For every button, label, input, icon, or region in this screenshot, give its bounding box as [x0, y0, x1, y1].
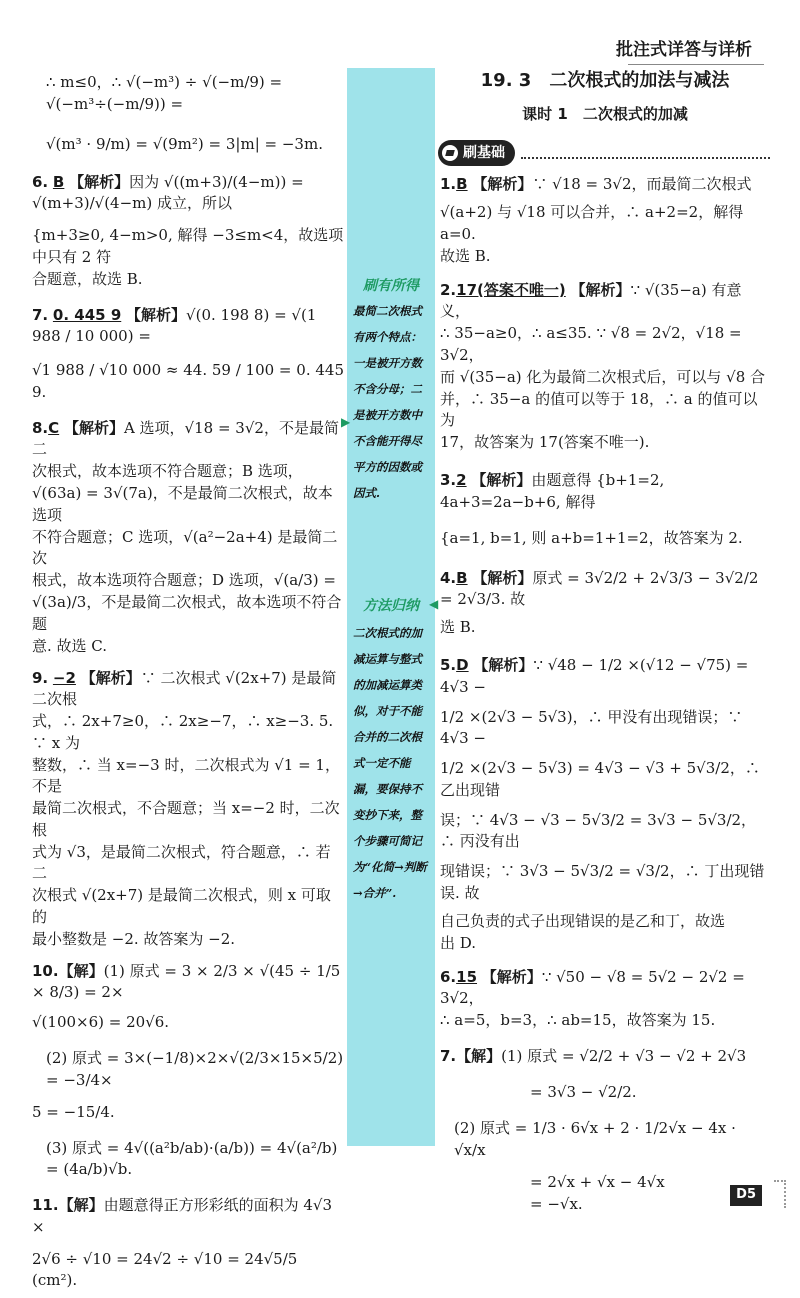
text-line: (2) 原式 = 3×(−1/8)×2×√(2/3×15×5/2) = −3/4× — [46, 1049, 344, 1089]
text-line: ∵ √18 = 3√2，而最简二次根式 — [532, 175, 752, 194]
text-line: 而 √(35−a) 化为最简二次根式后，可以与 √8 合 — [440, 367, 766, 386]
question-6 — [32, 172, 344, 291]
text-line: 式为 √3，是最简二次根式，符合题意，∴ 若二 — [32, 842, 331, 883]
analysis-tag: 【解析】 — [481, 967, 542, 986]
corner-decoration — [774, 1180, 786, 1208]
text-line: 故选 B. — [440, 246, 491, 265]
text-line: 最小整数是 −2. 故答案为 −2. — [32, 929, 236, 948]
answer: C — [48, 418, 60, 437]
text-line: √(0. 198 8) = √(1 988 / 10 000) = — [32, 305, 317, 346]
question-number: 6. — [32, 172, 49, 191]
analysis-tag: 【解析】 — [570, 280, 631, 299]
page-number: D5 — [730, 1185, 762, 1206]
sidebar-note-method: 二次根式的加减运算与整式的加减运算类似，对于不能合并的二次根式一定不能漏，要保持不变抄下来，整个步骤可简记为“化简→判断→合并”. — [353, 626, 427, 900]
text-line: (3) 原式 = 4√((a²b/ab)·(a/b)) = 4√(a²/b) = (4a/b)√b. — [46, 1138, 338, 1179]
text-line: (2) 原式 = 1/3 · 6√x + 2 · 1/2√x − 4x · √x/x — [454, 1119, 736, 1159]
question-r6 — [440, 967, 770, 1033]
continued-solution — [32, 72, 344, 156]
text-line: 自己负责的式子出现错误的是乙和丁，故选 — [440, 911, 726, 930]
text-line: 2√6 ÷ √10 = 24√2 ÷ √10 = 24√5/5 (cm²). — [32, 1249, 298, 1290]
text-line: = 3√3 − √2/2. — [530, 1083, 637, 1102]
text-line: 意. 故选 C. — [32, 636, 108, 655]
header-divider — [628, 64, 764, 65]
text-line: = 2√x + √x − 4√x — [530, 1172, 665, 1191]
text-line: (1) 原式 = √2/2 + √3 − √2 + 2√3 — [501, 1047, 747, 1066]
practice-badge-row — [438, 140, 770, 166]
question-number: 6. — [440, 967, 457, 986]
text-line: 根式，故本选项符合题意；D 选项，√(a/3) = — [32, 571, 336, 589]
solution-tag: 【解】 — [58, 1196, 104, 1214]
text-line: ∵ √(35−a) 有意义， — [440, 280, 742, 321]
question-8 — [32, 418, 344, 658]
analysis-tag: 【解析】 — [80, 668, 141, 687]
text-line: 现错误；∵ 3√3 − 5√3/2 = √3/2，∴ 丁出现错误. 故 — [440, 862, 765, 902]
text-line: A 选项，√18 = 3√2，不是最简二 — [32, 418, 339, 459]
practice-badge — [438, 140, 515, 166]
question-number: 3. — [440, 471, 457, 490]
text-line: 合题意，故选 B. — [32, 269, 143, 288]
text-line: √(63a) = 3√(7a)，不是最简二次根式，故本选项 — [32, 484, 333, 524]
text-line: 由题意得正方形彩纸的面积为 4√3 × — [32, 1196, 333, 1236]
text-line: 并，∴ 35−a 的值可以等于 18，∴ a 的值可以为 — [440, 389, 758, 430]
question-number: 10. — [32, 961, 59, 980]
sidebar-heading-summary: 刷有所得 — [363, 278, 419, 294]
analysis-tag: 【解析】 — [63, 418, 124, 437]
question-number: 11. — [32, 1196, 59, 1214]
question-number: 4. — [440, 568, 457, 587]
text-line: 原式 = 3√2/2 + 2√3/3 − 3√2/2 = 2√3/3. 故 — [440, 568, 759, 609]
solution-tag: 【解】 — [58, 961, 104, 980]
question-number: 5. — [440, 656, 457, 675]
question-10 — [32, 961, 344, 1182]
text-line: 由题意得 {b+1=2, 4a+3=2a−b+6, 解得 — [440, 471, 665, 511]
text-line: {a=1, b=1, 则 a+b=1+1=2，故答案为 2. — [440, 528, 743, 547]
text-line: ∴ m≤0，∴ √(−m³) ÷ √(−m/9) = √(−m³÷(−m/9)) = — [46, 73, 283, 113]
badge-label: 刷基础 — [463, 144, 505, 161]
text-line: 次根式，故本选项不符合题意；B 选项， — [32, 462, 303, 480]
pointer-left-icon: ▶ — [341, 415, 351, 429]
question-number: 8. — [32, 418, 49, 437]
question-7 — [32, 305, 344, 404]
header-title: 批注式详答与详析 — [616, 40, 752, 60]
text-line: √(m³ · 9/m) = √(9m²) = 3|m| = −3m. — [46, 134, 323, 153]
text-line: ∴ 35−a≥0，∴ a≤35. ∵ √8 = 2√2，√18 = 3√2， — [440, 324, 742, 364]
analysis-tag: 【解析】 — [472, 175, 533, 194]
question-number: 2. — [440, 280, 457, 299]
answer: −2 — [52, 668, 76, 687]
answer: 2 — [456, 471, 467, 490]
answer: B — [456, 568, 468, 587]
question-number: 7. — [32, 305, 49, 324]
annotation-sidebar — [341, 68, 439, 1146]
question-r7 — [440, 1046, 770, 1216]
answer: B — [52, 172, 65, 191]
text-line: (1) 原式 = 3 × 2/3 × √(45 ÷ 1/5 × 8/3) = 2× — [32, 961, 341, 1002]
question-r5 — [440, 655, 770, 955]
answer: B — [456, 175, 468, 194]
text-line: 最简二次根式，不合题意；当 x=−2 时，二次根 — [32, 799, 340, 839]
analysis-tag: 【解析】 — [473, 656, 534, 675]
text-line: 误；∵ 4√3 − √3 − 5√3/2 = 3√3 − 5√3/2，∴ 丙没有出 — [440, 810, 757, 851]
answer: D — [456, 656, 469, 675]
text-line: ∵ √48 − 1/2 ×(√12 − √75) = 4√3 − — [440, 656, 749, 696]
text-line: 1/2 ×(2√3 − 5√3) = 4√3 − √3 + 5√3/2，∴ 乙出现错 — [440, 759, 760, 799]
text-line: ∵ 二次根式 √(2x+7) 是最简二次根 — [32, 668, 337, 709]
dotted-divider — [521, 147, 770, 159]
text-line: ∵ √50 − √8 = 5√2 − 2√2 = 3√2， — [440, 967, 745, 1008]
question-r3 — [440, 470, 770, 550]
analysis-tag: 【解析】 — [471, 471, 532, 490]
text-line: ∴ a=5，b=3，∴ ab=15，故答案为 15. — [440, 1011, 716, 1030]
analysis-tag: 【解析】 — [69, 172, 130, 191]
question-r1 — [440, 174, 770, 268]
text-line: √(100×6) = 20√6. — [32, 1013, 170, 1031]
question-number: 1. — [440, 175, 457, 194]
lesson-title: 课时 1 二次根式的加减 — [522, 105, 688, 124]
text-line: √1 988 / √10 000 ≈ 44. 59 / 100 = 0. 445 9. — [32, 361, 344, 401]
question-9 — [32, 668, 344, 951]
pointer-right-icon: ◀ — [429, 597, 439, 611]
sidebar-heading-method: 方法归纳 — [363, 598, 419, 614]
text-line: 选 B. — [440, 618, 476, 637]
text-line: √(a+2) 与 √18 可以合并，∴ a+2=2，解得 a=0. — [440, 203, 744, 243]
text-line: 不符合题意；C 选项，√(a²−2a+4) 是最简二次 — [32, 527, 338, 568]
left-column — [32, 72, 344, 1298]
text-line: 次根式 √(2x+7) 是最简二次根式，则 x 可取的 — [32, 886, 331, 926]
text-line: = −√x. — [530, 1194, 583, 1213]
solution-tag: 【解】 — [456, 1047, 502, 1066]
question-r2 — [440, 280, 770, 455]
answer: 0. 445 9 — [52, 305, 122, 324]
analysis-tag: 【解析】 — [472, 568, 533, 587]
text-line: 整数，∴ 当 x=−3 时，二次根式为 √1 = 1，不是 — [32, 755, 340, 796]
text-line: 1/2 ×(2√3 − 5√3)，∴ 甲没有出现错误；∵ 4√3 − — [440, 707, 743, 748]
text-line: 因为 √((m+3)/(4−m)) = √(m+3)/√(4−m) 成立，所以 — [32, 172, 304, 213]
text-line: √(3a)/3，不是最简二次根式，故本选项不符合题 — [32, 593, 342, 633]
sidebar-note-summary: 最简二次根式有两个特点：一是被开方数不含分母；二是被开方数中不含能开得尽平方的因数或因式. — [353, 304, 422, 500]
book-icon — [442, 145, 458, 161]
question-r4 — [440, 568, 770, 640]
text-line: 出 D. — [440, 933, 477, 952]
text-line: {m+3≥0, 4−m>0, 解得 −3≤m<4，故选项中只有 2 符 — [32, 226, 344, 266]
question-11 — [32, 1195, 344, 1292]
text-line: 5 = −15/4. — [32, 1102, 115, 1121]
right-column — [440, 66, 770, 1222]
section-title: 19. 3 二次根式的加法与减法 — [480, 70, 730, 91]
answer: 15 — [456, 967, 478, 986]
question-number: 7. — [440, 1047, 457, 1066]
answer: 17(答案不唯一) — [456, 280, 566, 299]
text-line: 17，故答案为 17(答案不唯一). — [440, 433, 650, 452]
question-number: 9. — [32, 668, 49, 687]
analysis-tag: 【解析】 — [126, 305, 187, 324]
text-line: 式，∴ 2x+7≥0，∴ 2x≥−7，∴ x≥−3. 5. ∵ x 为 — [32, 712, 334, 752]
